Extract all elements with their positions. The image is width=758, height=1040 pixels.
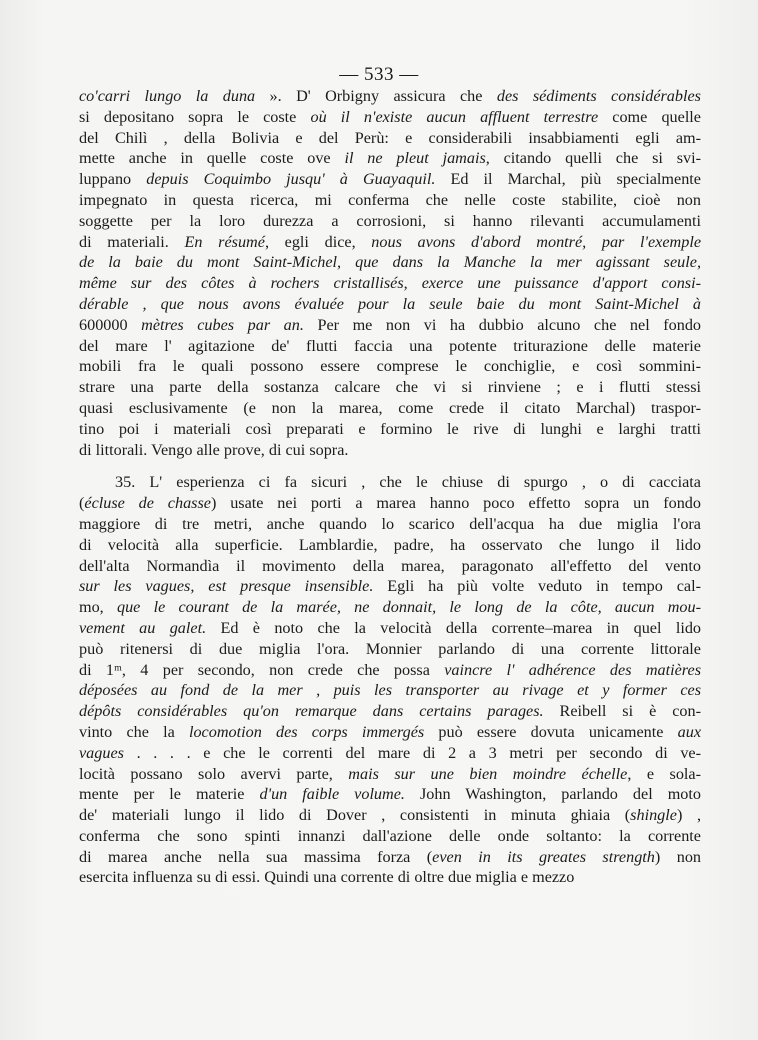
text-span: di littorali. Vengo alle prove, di cui sopra. xyxy=(79,440,349,459)
text-span: Egli ha più volte veduto in tempo cal- xyxy=(373,577,701,596)
italic-span: locomotion des corps immergés xyxy=(188,722,425,741)
text-span: ) non xyxy=(654,847,702,866)
text-line xyxy=(79,273,701,294)
text-line xyxy=(79,169,701,190)
text-line xyxy=(79,377,701,398)
text-line xyxy=(79,472,701,493)
paragraph-gap xyxy=(79,460,701,472)
italic-span: co'carri lungo la duna xyxy=(79,87,256,105)
text-span: ». D' Orbigny assicura che xyxy=(255,87,497,105)
text-line xyxy=(79,294,701,315)
text-span: maggiore di tre metri, anche quando lo scarico dell'acqua ha due miglia l'ora xyxy=(79,514,701,533)
text-line xyxy=(79,701,701,722)
text-line xyxy=(79,252,701,273)
text-line xyxy=(79,847,701,868)
text-line xyxy=(79,356,701,377)
italic-span: nous avons d'abord montré, par l'exemple xyxy=(371,232,702,251)
text-line xyxy=(79,576,701,597)
text-span: Reibell si è con- xyxy=(543,702,701,721)
text-line xyxy=(79,867,701,888)
italic-span: vaincre l' adhérence des matières xyxy=(444,660,701,679)
text-span: può essere dovuta unicamente xyxy=(424,722,678,741)
text-span: tino poi i materiali così preparati e formino le rive di lunghi e larghi tratti xyxy=(79,419,701,438)
text-span: mo, xyxy=(79,598,117,617)
text-span: di velocità alla superficie. Lamblardie, padre, ha osservato che lungo il lido xyxy=(79,535,701,554)
italic-span: des sédiments considérables xyxy=(496,87,701,105)
italic-span: mètres cubes par an. xyxy=(141,315,304,334)
text-line xyxy=(79,826,701,847)
text-span: esercita influenza su di essi. Quindi una corrente di oltre due miglia e mezzo xyxy=(79,868,575,887)
text-line xyxy=(79,128,701,149)
text-span: , egli dice, xyxy=(264,232,372,251)
text-line xyxy=(79,639,701,660)
italic-span: vagues xyxy=(79,743,124,762)
text-line xyxy=(79,597,701,618)
italic-span: aux xyxy=(677,722,701,741)
text-span: dell'alta Normandìa il movimento della marea, paragonato all'effetto del vento xyxy=(79,556,701,575)
italic-span: il ne pleut jamais xyxy=(344,149,486,168)
page-number: — 533 — xyxy=(339,64,419,85)
text-span: Per me non vi ha dubbio alcuno che nel fondo xyxy=(303,315,702,334)
italic-span: d'un faible volume. xyxy=(259,785,405,804)
text-line xyxy=(79,722,701,743)
text-span: ) , xyxy=(676,806,702,825)
text-span: Ed il Marchal, più specialmente xyxy=(435,170,701,189)
text-span: soggette per la loro durezza a corrosioni, si hanno rilevanti accumulamenti xyxy=(79,211,701,230)
text-span: , e sola- xyxy=(627,764,701,783)
italic-span: mais sur une bien moindre échelle xyxy=(348,764,628,783)
text-line xyxy=(79,107,701,128)
text-line xyxy=(79,784,701,805)
paragraph xyxy=(79,86,701,460)
text-line xyxy=(79,535,701,556)
italic-span: sur les vagues, est presque insensible. xyxy=(79,577,374,596)
text-line xyxy=(79,211,701,232)
italic-span: vement au galet. xyxy=(79,618,207,637)
italic-span: déposées au fond de la mer , puis les transporter au rivage et y former ces xyxy=(79,681,701,700)
text-span: del mare l' agitazione de' flutti faccia una potente triturazione delle materie xyxy=(79,336,701,355)
italic-span: even in its greates strength xyxy=(432,847,655,866)
text-span: come quelle xyxy=(598,107,701,126)
text-line xyxy=(79,315,701,336)
text-span: ) usate nei porti a marea hanno poco effetto sopra un fondo xyxy=(210,494,701,513)
text-line xyxy=(79,398,701,419)
text-span: impegnato in questa ricerca, mi conferma che nelle coste stabilite, cioè non xyxy=(79,190,701,209)
text-line xyxy=(79,514,701,535)
text-line xyxy=(79,440,701,461)
text-span: di materiali. xyxy=(79,232,185,251)
italic-span: depuis Coquimbo jusqu' à Guayaquil. xyxy=(146,170,436,189)
text-line xyxy=(79,148,701,169)
text-span: di marea anche nella sua massima forza ( xyxy=(79,847,433,866)
text-span: mette anche in quelle coste ove xyxy=(79,149,345,168)
text-line xyxy=(79,190,701,211)
text-line xyxy=(79,618,701,639)
text-span: . . . . e che le correnti del mare di 2 a 3 metri per secondo di ve- xyxy=(123,743,701,762)
italic-span: shingle xyxy=(630,806,677,825)
body-text xyxy=(79,86,701,888)
text-span: locità possano solo avervi parte, xyxy=(79,764,349,783)
italic-span: écluse de chasse xyxy=(84,494,211,513)
text-line xyxy=(79,556,701,577)
text-span: può ritenersi di due miglia l'ora. Monnier parlando di una corrente littorale xyxy=(79,639,701,658)
text-line xyxy=(79,743,701,764)
text-span: vinto che la xyxy=(79,722,189,741)
text-span: mente per le materie xyxy=(79,785,260,804)
paragraph xyxy=(79,472,701,888)
italic-span: dépôts considérables qu'on remarque dans certains parages. xyxy=(79,702,544,721)
text-span: del Chilì , della Bolivia e del Perù: e considerabili insabbiamenti egli am- xyxy=(79,128,701,147)
italic-span: dérable , que nous avons évaluée pour la seule baie du mont Saint-Michel à xyxy=(79,294,701,313)
italic-span: de la baie du mont Saint-Michel, que dans la Manche la mer agissant seule, xyxy=(79,253,701,272)
text-span: 35. L' esperienza ci fa sicuri , che le chiuse di spurgo , o di cacciata xyxy=(115,473,701,492)
text-line xyxy=(79,232,701,253)
text-line xyxy=(79,493,701,514)
text-span: luppano xyxy=(79,170,147,189)
text-span: conferma che sono spinti innanzi dall'azione delle onde soltanto: la corrente xyxy=(79,826,701,845)
text-span: ( xyxy=(79,494,85,513)
text-span: si depositano sopra le coste xyxy=(79,107,311,126)
text-line xyxy=(79,805,701,826)
italic-span: où il n'existe aucun affluent terrestre xyxy=(310,107,599,126)
text-line xyxy=(79,660,701,681)
text-span: 600000 xyxy=(79,315,142,334)
text-span: quasi esclusivamente (e non la marea, come crede il citato Marchal) traspor- xyxy=(79,398,701,417)
text-span: Ed è noto che la velocità della corrente–marea in quel lido xyxy=(206,618,702,637)
italic-span: que le courant de la marée, ne donnait, le long de la côte, aucun mou- xyxy=(116,598,701,617)
text-line xyxy=(79,680,701,701)
text-span: di 1ᵐ, 4 per secondo, non crede che possa xyxy=(79,660,445,679)
text-line xyxy=(79,764,701,785)
italic-span: En résumé xyxy=(184,232,265,251)
text-span: John Washington, parlando del moto xyxy=(404,785,701,804)
italic-span: même sur des côtes à rochers cristallisés, exerce une puissance d'apport consi- xyxy=(79,274,701,293)
text-span: strare una parte della sostanza calcare che vi si rinviene ; e i flutti stessi xyxy=(79,378,701,397)
text-span: mobili fra le quali possono essere comprese le conchiglie, e così sommini- xyxy=(79,357,701,376)
text-span: de' materiali lungo il lido di Dover , consistenti in minuta ghiaia ( xyxy=(79,806,631,825)
text-span: , citando quelli che si svi- xyxy=(485,149,701,168)
text-line xyxy=(79,86,701,107)
text-line xyxy=(79,336,701,357)
text-line xyxy=(79,419,701,440)
